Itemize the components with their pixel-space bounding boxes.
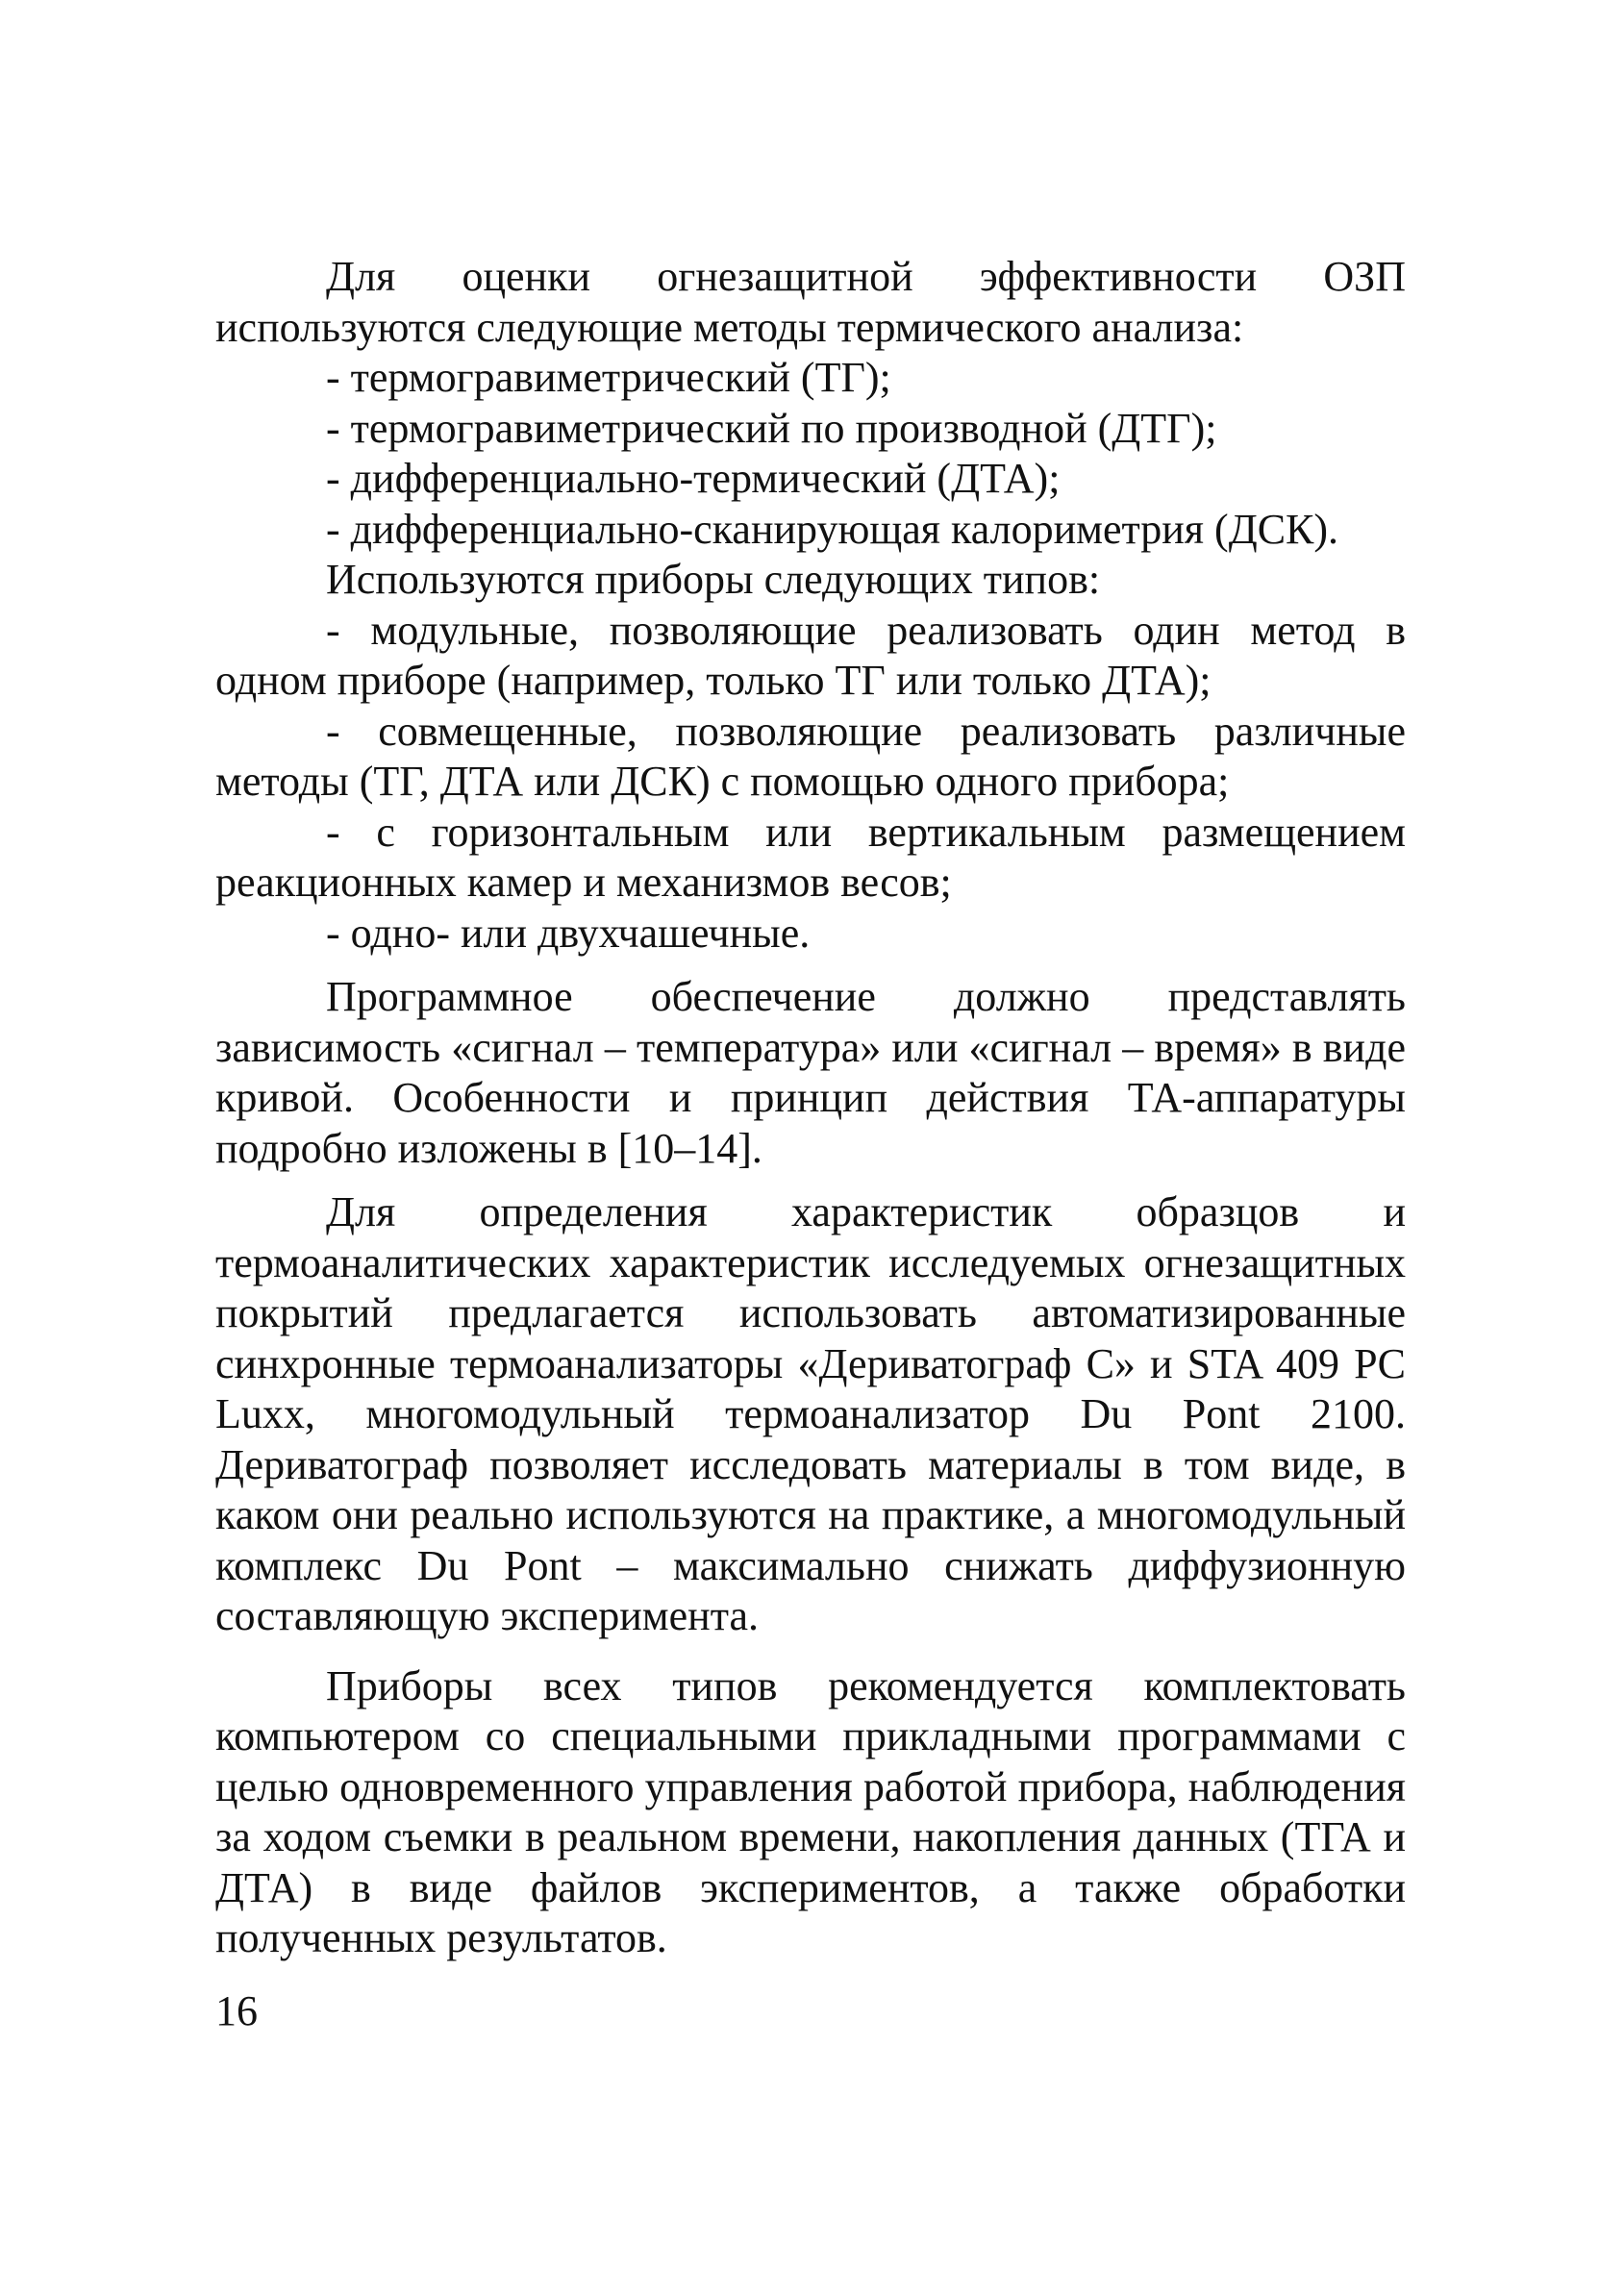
paragraph-device-types: Используются приборы следующих типов: xyxy=(326,556,1101,603)
list-item-dtg: - термогравиметрический по производной (ДТГ); xyxy=(326,404,1217,452)
page-number: 16 xyxy=(215,1987,258,2034)
list-item-tg: - термогравиметрический (ТГ); xyxy=(326,354,891,401)
list-item-modular: - модульные, позволяющие реализовать один метод в одном приборе (например, только ТГ или только ДТА); xyxy=(215,606,1406,704)
list-item-pans: - одно- или двухчашечные. xyxy=(326,909,811,957)
list-item-dta: - дифференциально-термический (ДТА); xyxy=(326,455,1061,502)
body-text xyxy=(215,252,1406,1964)
paragraph-software: Программное обеспечение должно представлять зависимость «сигнал – температура» или «сигнал – время» в виде кривой. Особенности и принцип действия ТА-аппаратуры подробно изложены в [10–14]. xyxy=(215,973,1406,1172)
paragraph-analyzers: Для определения характеристик образцов и термоаналитических характеристик исследуемых огнезащитных покрытий предлагается использовать автоматизированные синхронные термоанализаторы «Дериватограф С» и STA 409 PC Luxx, многомодульный термоанализатор Du Pont 2100. Дериватограф позволяет исследовать материалы в том виде, в каком они реально используются на практике, а многомодульный комплекс Du Pont – максимально снижать диффузионную составляющую эксперимента. xyxy=(215,1188,1406,1639)
paragraph-intro: Для оценки огнезащитной эффективности ОЗП используются следующие методы термического анализа: xyxy=(215,253,1406,351)
paragraph-computers: Приборы всех типов рекомендуется комплектовать компьютером со специальными прикладными программами с целью одновременного управления работой прибора, наблюдения за ходом съемки в реальном времени, накопления данных (ТГА и ДТА) в виде файлов экспериментов, а также обработки полученных результатов. xyxy=(215,1661,1406,1961)
list-item-placement: - с горизонтальным или вертикальным размещением реакционных камер и механизмов весов; xyxy=(215,808,1406,906)
list-item-dsk: - дифференциально-сканирующая калориметрия (ДСК). xyxy=(326,505,1339,553)
list-item-combined: - совмещенные, позволяющие реализовать различные методы (ТГ, ДТА или ДСК) с помощью одного прибора; xyxy=(215,707,1406,805)
